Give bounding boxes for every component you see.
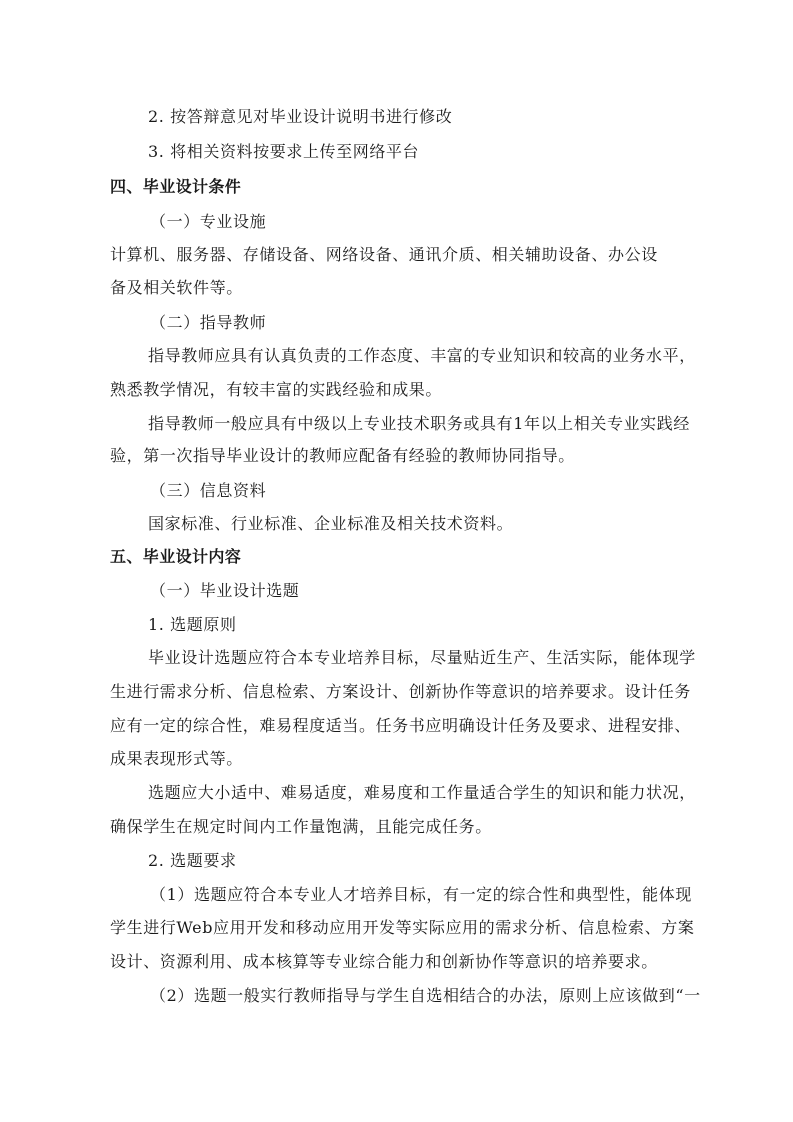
subheading-topic-selection: （一）毕业设计选题 bbox=[150, 581, 300, 600]
subheading-advisors: （二）指导教师 bbox=[150, 313, 267, 332]
paragraph-line: 确保学生在规定时间内工作量饱满，且能完成任务。 bbox=[110, 817, 492, 836]
paragraph-line: 设计、资源利用、成本核算等专业综合能力和创新协作等意识的培养要求。 bbox=[110, 952, 658, 971]
paragraph-line: （1）选题应符合本专业人才培养目标，有一定的综合性和典型性，能体现 bbox=[150, 885, 692, 904]
paragraph-line: 毕业设计选题应符合本专业培养目标，尽量贴近生产、生活实际，能体现学 bbox=[148, 648, 696, 667]
paragraph-line: 学生进行Web应用开发和移动应用开发等实际应用的需求分析、信息检索、方案 bbox=[110, 918, 695, 937]
section-heading-content: 五、毕业设计内容 bbox=[110, 547, 242, 566]
paragraph-line: 指导教师应具有认真负责的工作态度、丰富的专业知识和较高的业务水平， bbox=[148, 346, 696, 365]
subheading-principles: 1. 选题原则 bbox=[148, 615, 237, 634]
subheading-requirements: 2. 选题要求 bbox=[148, 851, 237, 870]
subheading-information: （三）信息资料 bbox=[150, 481, 267, 500]
paragraph-line: 熟悉教学情况，有较丰富的实践经验和成果。 bbox=[110, 380, 443, 399]
paragraph-line: （2）选题一般实行教师指导与学生自选相结合的办法，原则上应该做到“一 bbox=[150, 986, 701, 1005]
paragraph-line: 应有一定的综合性，难易程度适当。任务书应明确设计任务及要求、进程安排、 bbox=[110, 716, 692, 735]
paragraph-line: 指导教师一般应具有中级以上专业技术职务或具有1年以上相关专业实践经 bbox=[148, 414, 690, 433]
list-item-revise-manual: 2. 按答辩意见对毕业设计说明书进行修改 bbox=[148, 107, 453, 126]
paragraph-line: 选题应大小适中、难易适度，难易度和工作量适合学生的知识和能力状况， bbox=[148, 783, 696, 802]
paragraph-line: 计算机、服务器、存储设备、网络设备、通讯介质、相关辅助设备、办公设 bbox=[110, 245, 658, 264]
paragraph-line: 验，第一次指导毕业设计的教师应配备有经验的教师协同指导。 bbox=[110, 446, 575, 465]
paragraph-line: 生进行需求分析、信息检索、方案设计、创新协作等意识的培养要求。设计任务 bbox=[110, 682, 692, 701]
paragraph-line: 国家标准、行业标准、企业标准及相关技术资料。 bbox=[148, 514, 514, 533]
list-item-upload-materials: 3. 将相关资料按要求上传至网络平台 bbox=[148, 142, 420, 161]
paragraph-line: 备及相关软件等。 bbox=[110, 278, 243, 297]
section-heading-conditions: 四、毕业设计条件 bbox=[110, 177, 242, 196]
subheading-facilities: （一）专业设施 bbox=[150, 212, 267, 231]
paragraph-line: 成果表现形式等。 bbox=[110, 749, 243, 768]
